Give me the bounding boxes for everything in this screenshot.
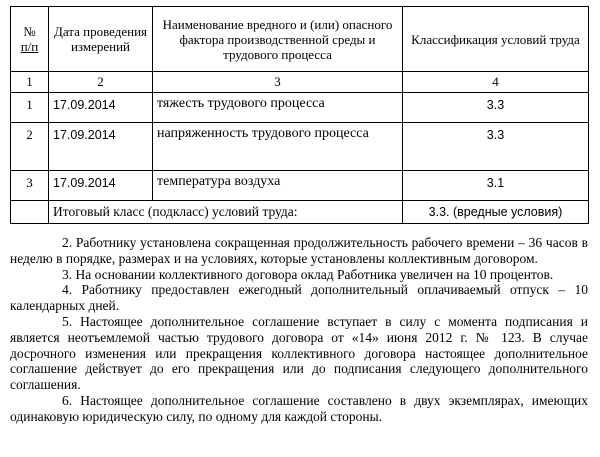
clause-paragraph: 4. Работнику предоставлен ежегодный дополнительный оплачиваемый отпуск – 10 календарных дней.	[10, 282, 588, 314]
total-label: Итоговый класс (подкласс) условий труда:	[49, 201, 403, 224]
clause-paragraph: 3. На основании коллективного договора оклад Работника увеличен на 10 процентов.	[62, 266, 554, 282]
factor-name: напряженность трудового процесса	[153, 123, 403, 171]
row-number: 1	[11, 93, 49, 123]
column-number-row	[11, 72, 589, 93]
table-row	[11, 171, 589, 201]
total-value: 3.3. (вредные условия)	[403, 201, 589, 224]
table-row	[11, 123, 589, 171]
row-number: 2	[11, 123, 49, 171]
condition-class: 3.3	[403, 123, 589, 171]
condition-class: 3.1	[403, 171, 589, 201]
agreement-clauses	[10, 235, 588, 425]
condition-class: 3.3	[403, 93, 589, 123]
measurement-date: 17.09.2014	[49, 93, 153, 123]
header-number	[11, 7, 49, 72]
measurement-date: 17.09.2014	[49, 123, 153, 171]
total-blank-cell	[11, 201, 49, 224]
header-number-symbol: №	[23, 24, 36, 39]
measurement-date: 17.09.2014	[49, 171, 153, 201]
clause-paragraph: 2. Работнику установлена сокращенная продолжительность рабочего времени – 36 часов в неделю в порядке, размерах и на условиях, которые установлены коллективным договором.	[10, 235, 588, 266]
header-classification: Классификация условий труда	[403, 7, 589, 72]
column-number: 2	[49, 72, 153, 93]
factor-name: температура воздуха	[153, 171, 403, 201]
table-row	[11, 93, 589, 123]
row-number: 3	[11, 171, 49, 201]
column-number: 4	[403, 72, 589, 93]
header-number-abbrev: п/п	[20, 39, 39, 54]
column-number: 3	[153, 72, 403, 93]
clause-paragraph: 6. Настоящее дополнительное соглашение составлено в двух экземплярах, имеющих одинаковую юридическую силу, по одному для каждой стороны.	[10, 392, 588, 424]
factor-name: тяжесть трудового процесса	[153, 93, 403, 123]
header-date: Дата проведения измерений	[49, 7, 153, 72]
column-number: 1	[11, 72, 49, 93]
total-row	[11, 201, 589, 224]
table-header-row	[11, 7, 589, 72]
clause-paragraph: 5. Настоящее дополнительное соглашение вступает в силу с момента подписания и является неотъемлемой частью трудового договора от «14» июня 2012 г. № 123. В случае досрочного изменения или прекращения коллективного договора настоящее дополнительное соглашение действует до его прекращения или до подписания следующего дополнительного соглашения.	[10, 313, 588, 393]
working-conditions-table	[10, 6, 589, 224]
header-factor: Наименование вредного и (или) опасного фактора производственной среды и трудового процесса	[153, 7, 403, 72]
